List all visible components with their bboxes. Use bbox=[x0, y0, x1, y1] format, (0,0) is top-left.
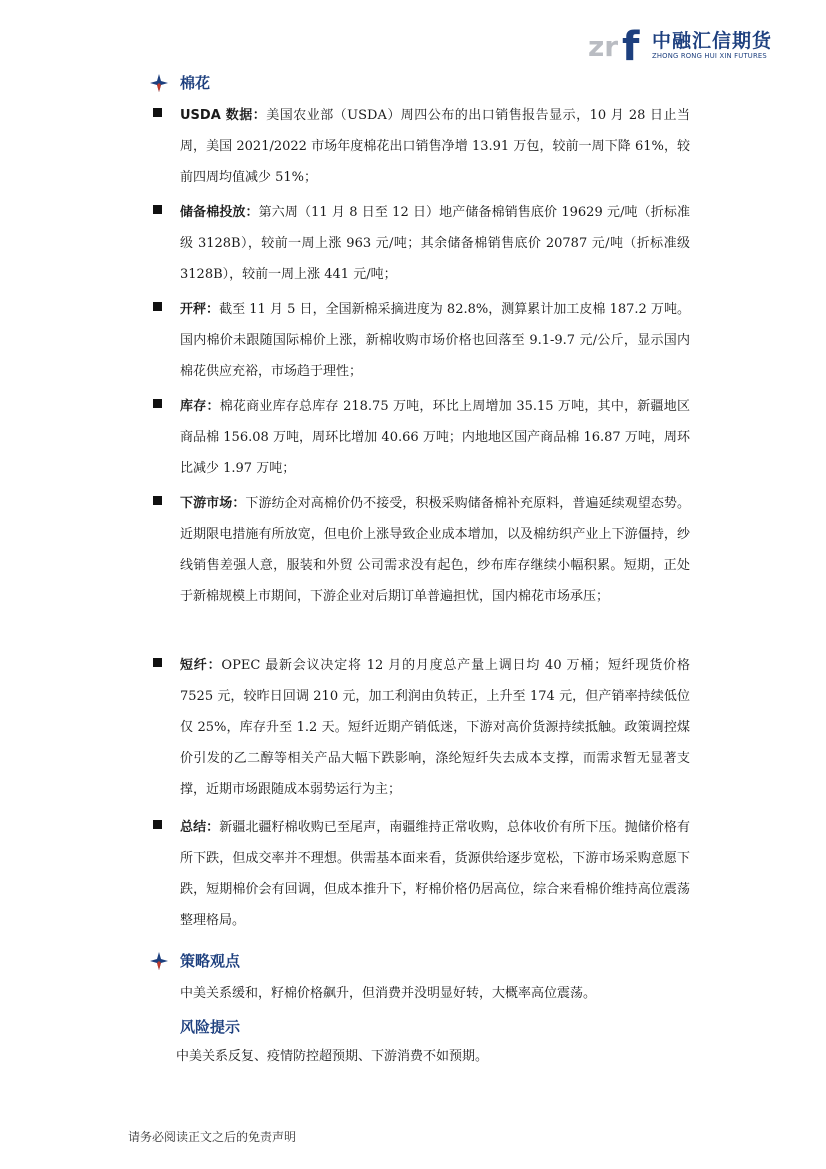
star-marker-icon bbox=[150, 952, 168, 970]
bullet-text: 截至 11 月 5 日，全国新棉采摘进度为 82.8%，测算累计加工皮棉 187.2 万吨。 国内棉价未跟随国际棉价上涨，新棉收购市场价格也回落至 9.1-9.7 元/公斤，显示国内棉花供应充裕，市场趋于理性； bbox=[180, 302, 690, 379]
bullet-inventory bbox=[150, 391, 690, 484]
bullet-square-icon bbox=[153, 820, 162, 829]
bullet-label: 开秤： bbox=[180, 302, 220, 317]
section-heading-strategy bbox=[150, 950, 240, 971]
bullet-label: 总结： bbox=[180, 820, 220, 835]
bullet-usda bbox=[150, 100, 690, 193]
bullet-square-icon bbox=[153, 496, 162, 505]
bullet-square-icon bbox=[153, 302, 162, 311]
risk-title: 风险提示 bbox=[180, 1018, 241, 1036]
svg-text:f: f bbox=[622, 24, 640, 66]
bullet-reserve-cotton bbox=[150, 197, 690, 290]
risk-text: 中美关系反复、疫情防控超预期、下游消费不如预期。 bbox=[176, 1049, 489, 1064]
bullet-text: 第六周（11 月 8 日至 12 日）地产储备棉销售底价 19629 元/吨（折标准级 3128B），较前一周上涨 963 元/吨；其余储备棉销售底价 20787 元/吨（折标准级 3128B），较前一周上涨 441 元/吨； bbox=[180, 205, 690, 282]
section-title: 策略观点 bbox=[180, 952, 241, 970]
bullet-label: 短纤： bbox=[180, 658, 222, 673]
logo-english-name: ZHONG RONG HUI XIN FUTURES bbox=[652, 52, 767, 60]
svg-text:zr: zr bbox=[588, 30, 619, 63]
bullet-label: 库存： bbox=[180, 399, 220, 414]
bullet-opening bbox=[150, 294, 690, 387]
section-heading-cotton bbox=[150, 72, 210, 93]
bullet-text: 美国农业部（USDA）周四公布的出口销售报告显示，10 月 28 日止当周，美国 2021/2022 市场年度棉花出口销售净增 13.91 万包，较前一周下降 61%，较前四周均值减少 51%； bbox=[180, 108, 690, 185]
bullet-summary bbox=[150, 812, 690, 936]
bullet-label: USDA 数据： bbox=[180, 108, 267, 123]
bullet-square-icon bbox=[153, 108, 162, 117]
bullet-square-icon bbox=[153, 658, 162, 667]
section-title: 棉花 bbox=[180, 74, 211, 92]
bullet-square-icon bbox=[153, 205, 162, 214]
bullet-label: 储备棉投放： bbox=[180, 205, 259, 220]
bullet-text: OPEC 最新会议决定将 12 月的月度总产量上调日均 40 万桶；短纤现货价格 7525 元，较昨日回调 210 元，加工利润由负转正，上升至 174 元，但产销率持续低位仅 25%，库存升至 1.2 天。短纤近期产销低迷，下游对高价货源持续抵触。政策调控煤价引发的乙二醇等相关产品大幅下跌影响，涤纶短纤失去成本支撑，而需求暂无显著支撑，近期市场跟随成本弱势运行为主； bbox=[180, 658, 690, 797]
bullet-label: 下游市场： bbox=[180, 496, 246, 511]
bullet-downstream bbox=[150, 488, 690, 612]
zrf-logo-icon bbox=[588, 22, 646, 66]
bullet-square-icon bbox=[153, 399, 162, 408]
bullet-text: 下游纺企对高棉价仍不接受，积极采购储备棉补充原料，普遍延续观望态势。近期限电措施有所放宽，但电价上涨导致企业成本增加，以及棉纺织产业上下游僵持，纱线销售差强人意，服装和外贸 公司需求没有起色，纱布库存继续小幅积累。短期，正处于新棉规模上市期间，下游企业对后期订单普遍担忧，国内棉花市场承压； bbox=[180, 496, 690, 604]
bullet-staple-fiber bbox=[150, 650, 690, 805]
bullet-text: 新疆北疆籽棉收购已至尾声，南疆维持正常收购，总体收价有所下压。抛储价格有所下跌，但成交率并不理想。供需基本面来看，货源供给逐步宽松，下游市场采购意愿下跌，短期棉价会有回调，但成本推升下，籽棉价格仍居高位，综合来看棉价维持高位震荡整理格局。 bbox=[180, 820, 690, 928]
star-marker-icon bbox=[150, 74, 168, 92]
company-logo bbox=[588, 22, 788, 66]
bullet-text: 棉花商业库存总库存 218.75 万吨，环比上周增加 35.15 万吨，其中，新疆地区商品棉 156.08 万吨，周环比增加 40.66 万吨；内地地区国产商品棉 16.87 万吨，周环比减少 1.97 万吨； bbox=[180, 399, 690, 476]
logo-chinese-name: 中融汇信期货 bbox=[652, 30, 773, 52]
disclaimer-footer: 请务必阅读正文之后的免责声明 bbox=[128, 1130, 297, 1144]
strategy-text: 中美关系缓和，籽棉价格飙升，但消费并没明显好转，大概率高位震荡。 bbox=[180, 986, 597, 1001]
